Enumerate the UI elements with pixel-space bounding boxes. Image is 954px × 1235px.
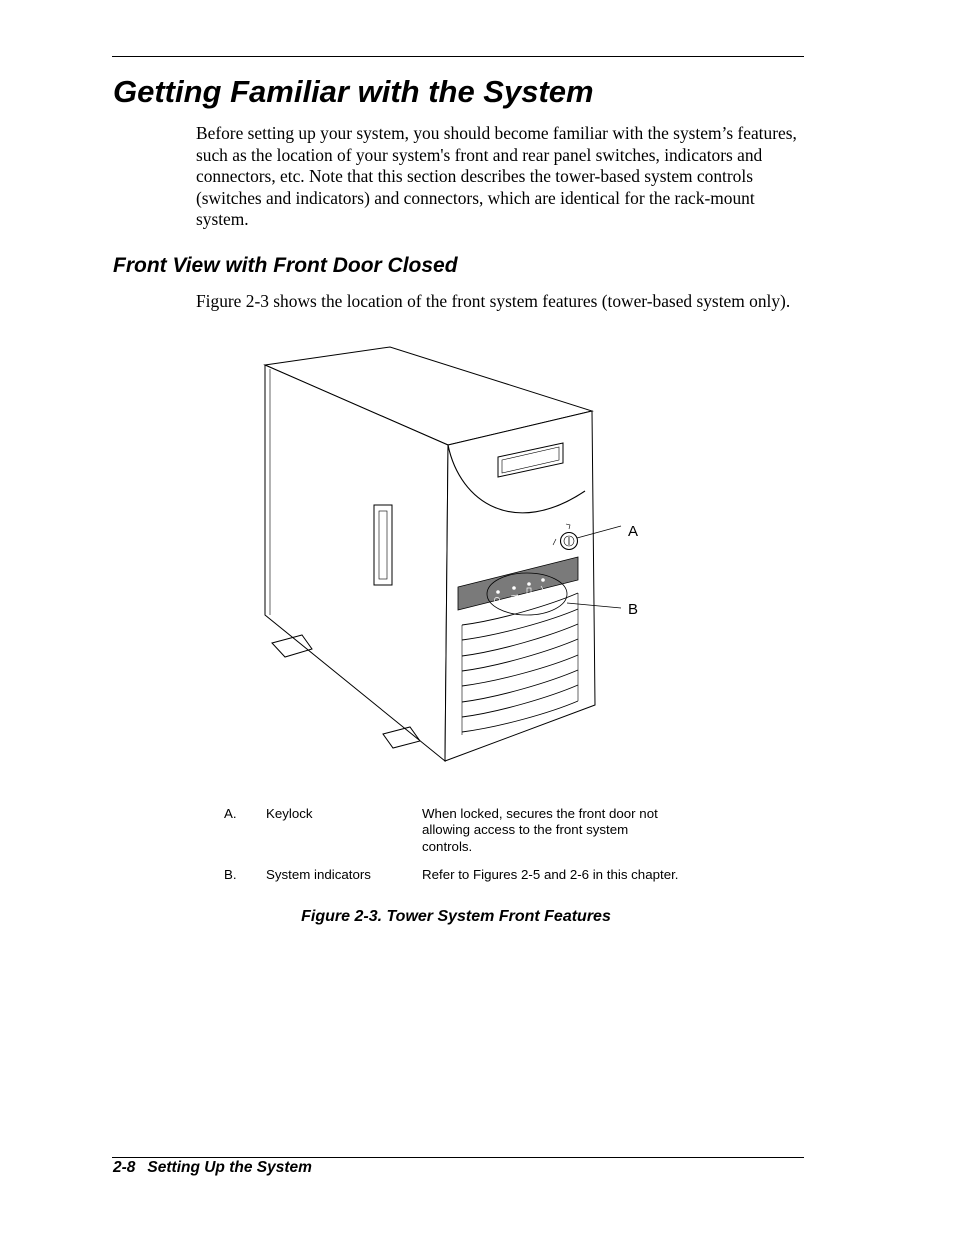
legend-item-name: Keylock [266, 806, 313, 821]
legend-item-description: Refer to Figures 2-5 and 2-6 in this chapter. [422, 866, 679, 882]
top-rule [112, 56, 804, 57]
legend-row-keylock [224, 806, 684, 855]
legend-item-name: System indicators [266, 866, 371, 882]
callout-b-label: B [628, 601, 639, 618]
tower-illustration [250, 343, 650, 768]
section-subheading: Front View with Front Door Closed [113, 254, 458, 277]
legend-key: A. [224, 806, 237, 821]
figure-legend [224, 806, 684, 895]
tower-system-figure [250, 343, 650, 768]
intro-paragraph: Before setting up your system, you should become familiar with the system’s features, such as the location of your system's front and rear panel switches, indicators and connectors, etc. Note that this section describes the tower-based system controls (switches and indicators) and connectors, which are identical for the rack-mount system. [196, 123, 797, 230]
bottom-rule [112, 1157, 804, 1158]
page-footer [113, 1159, 312, 1177]
callout-a-label: A [628, 523, 639, 540]
figure-caption: Figure 2-3. Tower System Front Features [301, 908, 611, 925]
legend-key: B. [224, 866, 237, 882]
legend-item-description: When locked, secures the front door not allowing access to the front system controls. [422, 806, 658, 854]
footer-section-title: Setting Up the System [147, 1159, 312, 1176]
page-heading: Getting Familiar with the System [113, 74, 594, 109]
legend-row-system-indicators [224, 867, 684, 883]
figure-intro-paragraph: Figure 2-3 shows the location of the front system features (tower-based system only). [196, 291, 791, 311]
page-number: 2-8 [113, 1159, 136, 1176]
